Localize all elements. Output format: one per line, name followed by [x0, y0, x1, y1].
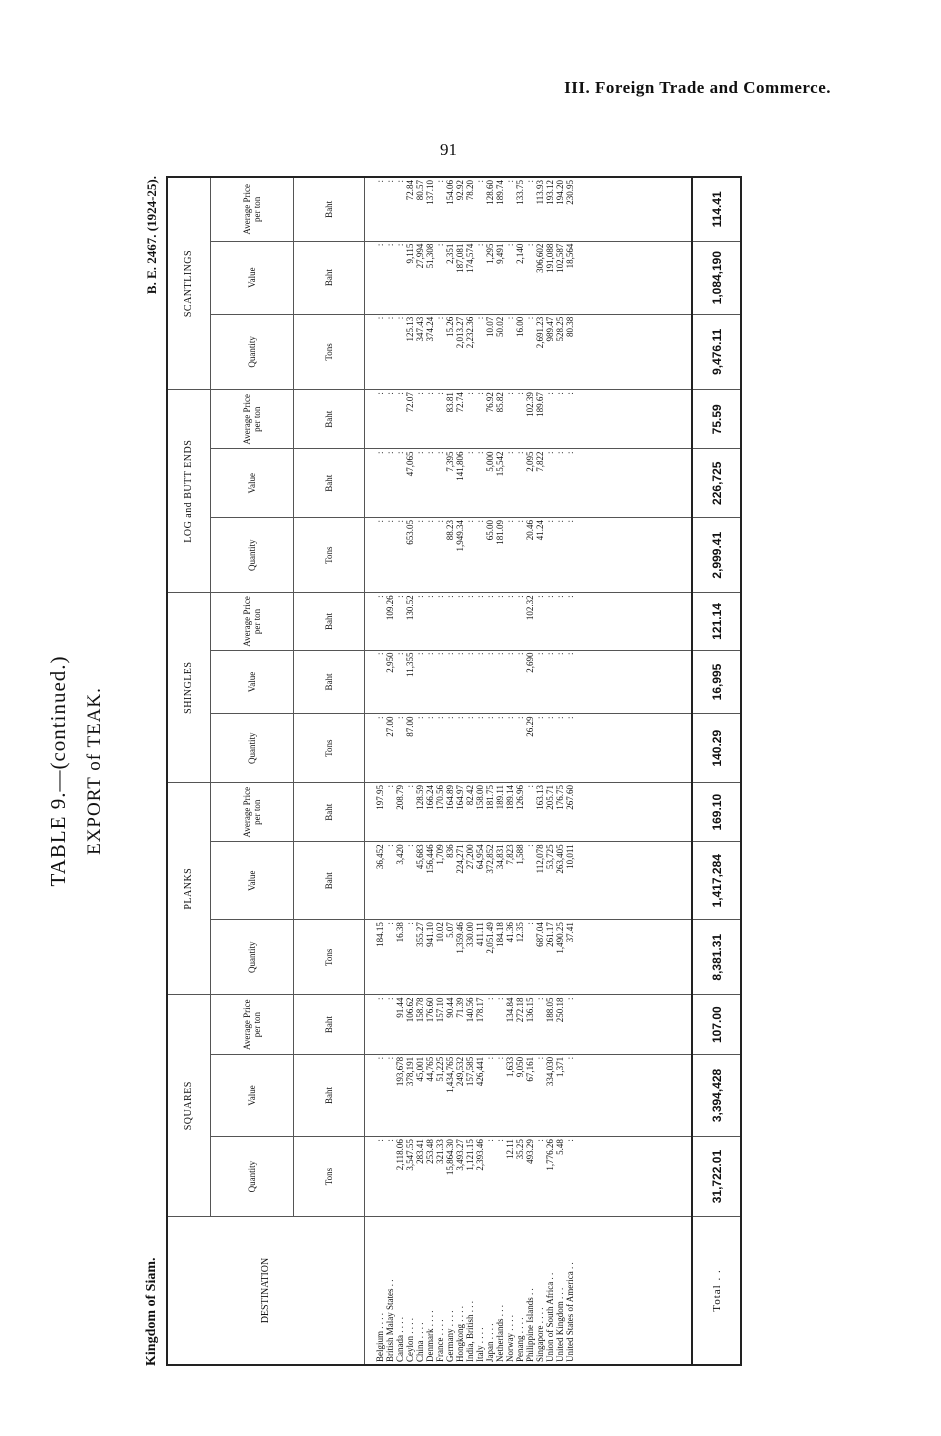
- planks-avg-column: 197.95 : 208.79 : 128.59 166.24 170.56 164.89 164.97 82.42 158.00 181.75 189.11 189.14 126.96 : 163.13 205.71 176.75 267.60: [364, 782, 692, 841]
- sub-quantity: Quantity: [211, 314, 294, 389]
- section-header: III. Foreign Trade and Commerce.: [564, 78, 831, 97]
- planks-total-quantity: 8,381.31: [692, 920, 741, 995]
- unit-baht: Baht: [293, 593, 364, 650]
- shingles-value-column: : 2,950 : 11,355 : : : : : : : : : : : 2,690 : : : :: [364, 650, 692, 714]
- unit-baht: Baht: [293, 449, 364, 518]
- sub-avg: Average Price per ton: [211, 390, 294, 449]
- caption-right: B. E. 2467. (1924-25).: [144, 176, 159, 295]
- unit-baht: Baht: [293, 995, 364, 1054]
- scantlings-avg-column: : : : 72.84 80.57 137.10 : 154.06 92.92 78.20 : 128.60 189.74 : 133.75 : 113.93 193.12 194.20 230.95: [364, 177, 692, 241]
- shingles-avg-column: : 109.26 : 130.52 : : : : : : : : : : : 102.32 : : : :: [364, 593, 692, 650]
- sub-value: Value: [211, 449, 294, 518]
- scantlings-value-column: : : : 9,115 27,994 51,308 : 2,351 187,081 174,574 : 1,295 9,491 : 2,140 : 306,602 191,088 102,587 18,564: [364, 241, 692, 314]
- shingles-total-avg: 121.14: [692, 593, 741, 650]
- table-title: TABLE 9.—(continued.): [46, 655, 70, 887]
- table-subtitle: EXPORT of TEAK.: [84, 687, 105, 855]
- group-log-butt: LOG and BUTT ENDS: [167, 390, 211, 593]
- sub-avg: Average Price per ton: [211, 782, 294, 841]
- unit-baht: Baht: [293, 650, 364, 714]
- log-butt-total-value: 226,725: [692, 449, 741, 518]
- unit-baht: Baht: [293, 842, 364, 920]
- group-shingles: SHINGLES: [167, 593, 211, 783]
- scantlings-total-avg: 114.41: [692, 177, 741, 241]
- log-butt-avg-column: : : : 72.07 : : : 83.81 72.74 : : 76.92 85.82 : : 102.39 189.67 : : :: [364, 390, 692, 449]
- squares-value-column: : : 193,678 378,191 45,001 44,765 51,225 1,434,765 249,532 157,585 426,441 : : 1,633 9,050 67,161 : 334,030 1,371 :: [364, 1054, 692, 1136]
- planks-total-avg: 169.10: [692, 782, 741, 841]
- group-squares: SQUARES: [167, 995, 211, 1217]
- unit-baht: Baht: [293, 177, 364, 241]
- unit-baht: Baht: [293, 1054, 364, 1136]
- log-butt-quantity-column: : : : 653.05 : : : 88.23 1,949.34 : : 65.00 181.09 : : 20.46 41.24 : : :: [364, 518, 692, 593]
- sub-avg: Average Price per ton: [211, 593, 294, 650]
- squares-quantity-column: : : 2,118.06 3,547.55 283.41 253.48 321.33 15,864.30 3,493.27 1,121.15 2,393.46 : : 12.11 35.25 493.29 : 1,776.26 5.48 :: [364, 1137, 692, 1217]
- unit-tons: Tons: [293, 920, 364, 995]
- total-label: Total . .: [692, 1217, 741, 1365]
- sub-quantity: Quantity: [211, 714, 294, 783]
- squares-total-value: 3,394,428: [692, 1054, 741, 1136]
- sub-value: Value: [211, 241, 294, 314]
- log-butt-value-column: : : : 47,065 : : : 7,395 141,806 : : 5,000 15,542 : : 2,095 7,822 : : :: [364, 449, 692, 518]
- sub-quantity: Quantity: [211, 920, 294, 995]
- shingles-total-quantity: 140.29: [692, 714, 741, 783]
- unit-baht: Baht: [293, 241, 364, 314]
- planks-quantity-column: 184.15 : 16.38 : 355.27 941.10 10.02 5.07 1,359.46 330.00 411.11 2,051.49 184.18 41.36 12.35 : 687.04 261.17 1,490.25 37.41: [364, 920, 692, 995]
- shingles-total-value: 16,995: [692, 650, 741, 714]
- sub-avg: Average Price per ton: [211, 177, 294, 241]
- squares-total-quantity: 31,722.01: [692, 1137, 741, 1217]
- unit-tons: Tons: [293, 518, 364, 593]
- destination-header: DESTINATION: [167, 1217, 364, 1365]
- page-number: 91: [440, 140, 457, 159]
- shingles-quantity-column: : 27.00 : 87.00 : : : : : : : : : : : 26.29 : : : :: [364, 714, 692, 783]
- scantlings-total-value: 1,084,190: [692, 241, 741, 314]
- sub-quantity: Quantity: [211, 518, 294, 593]
- sub-avg: Average Price per ton: [211, 995, 294, 1054]
- group-planks: PLANKS: [167, 782, 211, 994]
- unit-baht: Baht: [293, 782, 364, 841]
- planks-total-value: 1,417,284: [692, 842, 741, 920]
- scantlings-total-quantity: 9,476.11: [692, 314, 741, 389]
- squares-total-avg: 107.00: [692, 995, 741, 1054]
- sub-quantity: Quantity: [211, 1137, 294, 1217]
- planks-value-column: 36,452 : 3,420 : 45,683 156,446 1,709 836 224,271 27,200 64,954 372,852 34,831 7,823 1,588 : 112,078 53,725 263,405 10,011: [364, 842, 692, 920]
- unit-tons: Tons: [293, 1137, 364, 1217]
- log-butt-total-avg: 75.59: [692, 390, 741, 449]
- unit-baht: Baht: [293, 390, 364, 449]
- log-butt-total-quantity: 2,999.41: [692, 518, 741, 593]
- sub-value: Value: [211, 650, 294, 714]
- caption-left: Kingdom of Siam.: [144, 1257, 159, 1366]
- unit-tons: Tons: [293, 714, 364, 783]
- squares-avg-column: : : 91.44 106.62 158.78 176.60 157.10 90.44 71.39 140.56 178.17 : : 134.84 272.18 136.15 : 188.05 250.18 :: [364, 995, 692, 1054]
- scantlings-quantity-column: : : : 125.13 347.43 374.24 : 15.26 2,013.27 2,232.36 : 10.07 50.02 : 16.00 : 2,691.23 989.47 528.25 80.38: [364, 314, 692, 389]
- rotated-table-block: [46, 176, 742, 1366]
- sub-value: Value: [211, 1054, 294, 1136]
- teak-export-table: [166, 176, 742, 1366]
- destinations-column: Belgium . . . . British Malay States . . Canada . . . . Ceylon . . . . China . . . . Denmark . . . . France . . . . Germany . . . . Hongkong . . . . India, British . . . Italy . . . . Japan . . . . Netherlands . . . Norway . . . . Penang . . . . Philippine Islands . . Singapore . . . . Union of South Africa . . United Kingdom . . . United States of America . .: [364, 1217, 692, 1365]
- unit-tons: Tons: [293, 314, 364, 389]
- sub-value: Value: [211, 842, 294, 920]
- group-scantlings: SCANTLINGS: [167, 177, 211, 390]
